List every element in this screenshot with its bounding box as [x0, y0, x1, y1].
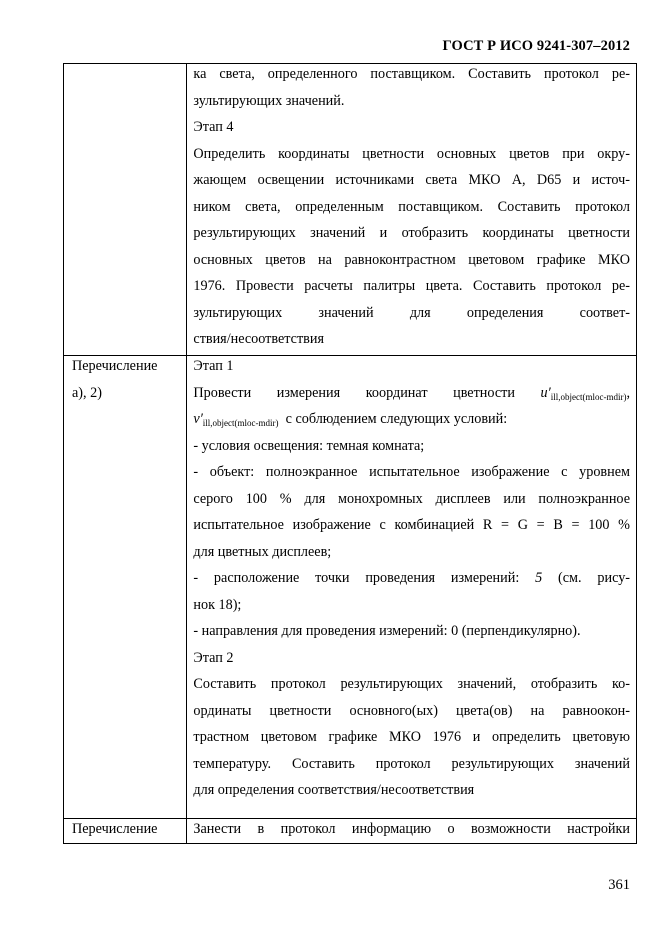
text-line: ординаты цветности основного(ых) цвета(ов) на равноокон-	[193, 702, 630, 719]
label-cell	[64, 356, 187, 819]
text-line: для определения соответствия/несоответствия	[193, 782, 475, 798]
document-header: ГОСТ Р ИСО 9241-307–2012	[442, 38, 630, 54]
stage-heading: Этап 1	[193, 358, 234, 374]
comma: ,	[626, 384, 631, 401]
text-line: ствия/несоответствия	[193, 331, 324, 347]
table-row	[64, 356, 637, 819]
text-line: серого 100 % для монохромных дисплеев или полноэкранное	[193, 490, 630, 507]
text-line: основных цветов на равноконтрастном цветовом графике МКО	[193, 251, 630, 268]
subscript: ill,object(mloc-mdir)	[550, 391, 627, 402]
text-line: Занести в протокол информацию о возможности настройки	[193, 821, 630, 837]
text-line: результирующих значений и отобразить координаты цветности	[193, 225, 630, 241]
text-span: - расположение точки проведения измерений:	[193, 570, 520, 586]
text-line: - направления для проведения измерений: 0 (перпендикулярно).	[193, 623, 581, 639]
text-line: нок 18);	[193, 596, 242, 613]
text-line: ка света, определенного поставщиком. Составить протокол ре-	[193, 66, 630, 82]
text-line: зультирующих значений для определения соответ-	[193, 304, 630, 321]
text-line: испытательное изображение с комбинацией R = G = B = 100 %	[193, 517, 630, 533]
text-line: температуру. Составить протокол результирующих значений	[193, 755, 630, 772]
page-number: 361	[608, 877, 630, 893]
point-number: 5	[535, 570, 543, 586]
text-line: - условия освещения: темная комната;	[193, 437, 425, 454]
text-line: зультирующих значений.	[193, 92, 345, 109]
content-cell	[187, 356, 637, 819]
text-line: Составить протокол результирующих значений, отобразить ко-	[193, 676, 630, 692]
text-line: 1976. Провести расчеты палитры цвета. Составить протокол ре-	[193, 278, 630, 294]
content-cell	[187, 819, 637, 844]
text-line: жающем освещении источниками света МКО А, D65 и источ-	[193, 172, 630, 188]
text-line: ником света, определенным поставщиком. Составить протокол	[193, 198, 630, 215]
text-span: (см. рису-	[558, 570, 631, 586]
table-row	[64, 64, 637, 356]
text-line: трастном цветовом графике МКО 1976 и определить цветовую	[193, 729, 630, 745]
symbol-u: u′	[540, 384, 551, 401]
symbol-v: v′	[193, 411, 203, 427]
clause-label: Перечисление	[72, 358, 158, 374]
text-line: Определить координаты цветности основных цветов при окру-	[193, 145, 630, 162]
label-cell	[64, 819, 187, 844]
subscript: ill,object(mloc-mdir)	[202, 418, 279, 428]
content-cell	[187, 64, 637, 356]
label-cell	[64, 64, 187, 356]
text-line	[187, 380, 636, 407]
text-line	[187, 565, 636, 592]
requirements-table	[63, 63, 637, 844]
stage-heading: Этап 2	[193, 649, 234, 666]
text-span: Провести измерения координат цветности	[193, 384, 515, 401]
text-line: - объект: полноэкранное испытательное изображение с уровнем	[193, 464, 630, 480]
text-line: для цветных дисплеев;	[193, 543, 332, 560]
text-line	[187, 406, 636, 433]
text-span: с соблюдением следующих условий:	[285, 411, 508, 427]
clause-label: а), 2)	[72, 384, 102, 401]
clause-label: Перечисление	[72, 821, 158, 837]
table-row	[64, 819, 637, 844]
stage-heading: Этап 4	[193, 119, 234, 135]
